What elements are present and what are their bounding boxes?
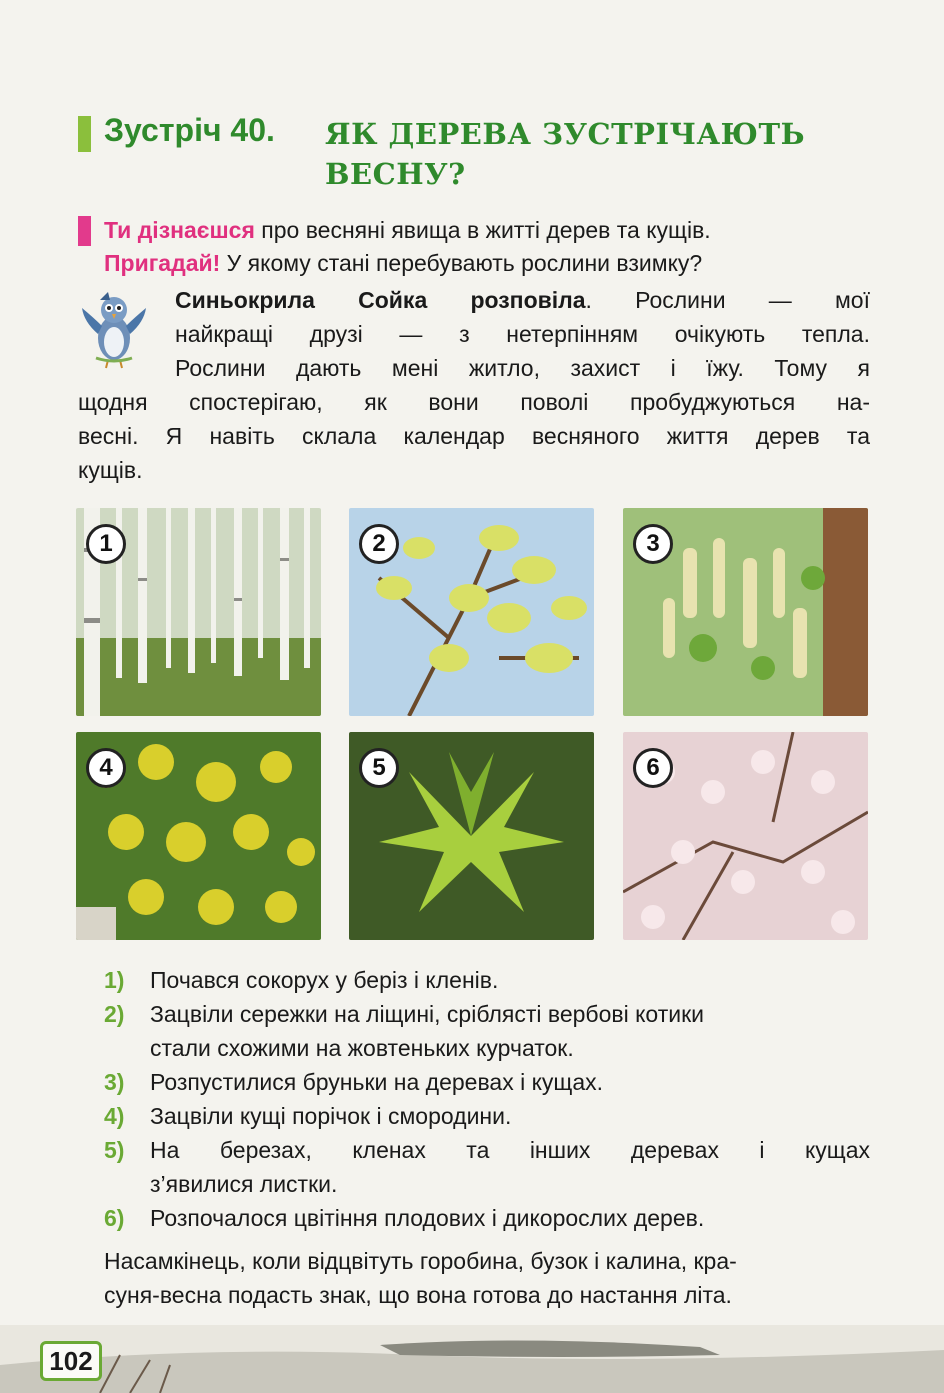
recall-label: Пригадай!: [104, 250, 221, 276]
list-item: 5) На березах, кленах та інших деревах і кущах з’явилися листки.: [104, 1133, 870, 1201]
list-item: 1) Почався сокорух у беріз і кленів.: [104, 963, 870, 997]
story-line-4: щодня спостерігаю, як вони поволі пробуджуються на-: [78, 389, 870, 415]
story-line-5: весні. Я навіть склала календар весняного життя дерев та: [78, 423, 870, 449]
list-item: 3) Розпустилися бруньки на деревах і кущах.: [104, 1065, 870, 1099]
closing-line-1: Насамкінець, коли відцвітуть горобина, бузок і калина, кра-: [104, 1248, 737, 1274]
closing-line-2: суня-весна подасть знак, що вона готова до настання літа.: [104, 1282, 732, 1308]
page-number: 102: [40, 1341, 102, 1381]
photo-fruit-blossom: [623, 732, 868, 940]
photo-currant-bushes: [76, 732, 321, 940]
recall-line: [104, 247, 702, 279]
story-line-6: кущів.: [78, 457, 143, 483]
recall-text: У якому стані перебувають рослини взимку?: [220, 250, 703, 276]
header-accent-bar: [78, 116, 91, 152]
lesson-title-line1: ЯК ДЕРЕВА ЗУСТРІЧАЮТЬ: [325, 117, 805, 151]
photo-willow-catkins: [349, 508, 594, 716]
jay-story: [78, 283, 870, 487]
closing-paragraph: [104, 1244, 870, 1312]
learn-label: Ти дізнаєшся: [104, 217, 255, 243]
spring-calendar-list: [104, 963, 870, 1235]
list-item: 4) Зацвіли кущі порічок і смородини.: [104, 1099, 870, 1133]
list-item-number: 4): [104, 1103, 125, 1129]
story-line-2: найкращі друзі — з нетерпінням очікують тепла.: [175, 321, 870, 347]
list-item: 2) Зацвіли сережки на ліщині, сріблясті вербові котики стали схожими на жовтеньких курчаток.: [104, 997, 870, 1065]
meeting-number: Зустріч 40.: [104, 112, 275, 148]
photo-number-badge: 2: [359, 524, 399, 564]
list-item-number: 6): [104, 1205, 125, 1231]
photo-number-badge: 4: [86, 748, 126, 788]
learn-line: [104, 214, 711, 246]
list-item-number: 1): [104, 967, 125, 993]
photo-birch-forest: [76, 508, 321, 716]
photo-number-badge: 5: [359, 748, 399, 788]
story-speaker: Синьокрила Сойка розповіла: [175, 287, 586, 313]
list-item-number: 3): [104, 1069, 125, 1095]
photo-number-badge: 3: [633, 524, 673, 564]
footer-landscape-decoration: [0, 1325, 944, 1393]
lesson-title: [325, 114, 845, 194]
lesson-title-line2: ВЕСНУ?: [325, 157, 466, 191]
intro-accent-bar: [78, 216, 91, 246]
learn-text: про весняні явища в житті дерев та кущів.: [254, 217, 711, 243]
photo-number-badge: 6: [633, 748, 673, 788]
list-item-number: 2): [104, 1001, 125, 1027]
list-item: 6) Розпочалося цвітіння плодових і дикорослих дерев.: [104, 1201, 870, 1235]
story-line-1: Синьокрила Сойка розповіла. Рослини — мої: [175, 287, 870, 313]
photo-maple-leaves: [349, 732, 594, 940]
photo-number-badge: 1: [86, 524, 126, 564]
list-item-number: 5): [104, 1137, 125, 1163]
story-line-3: Рослини дають мені житло, захист і їжу. Тому я: [175, 355, 870, 381]
photo-hazel-catkins: [623, 508, 868, 716]
